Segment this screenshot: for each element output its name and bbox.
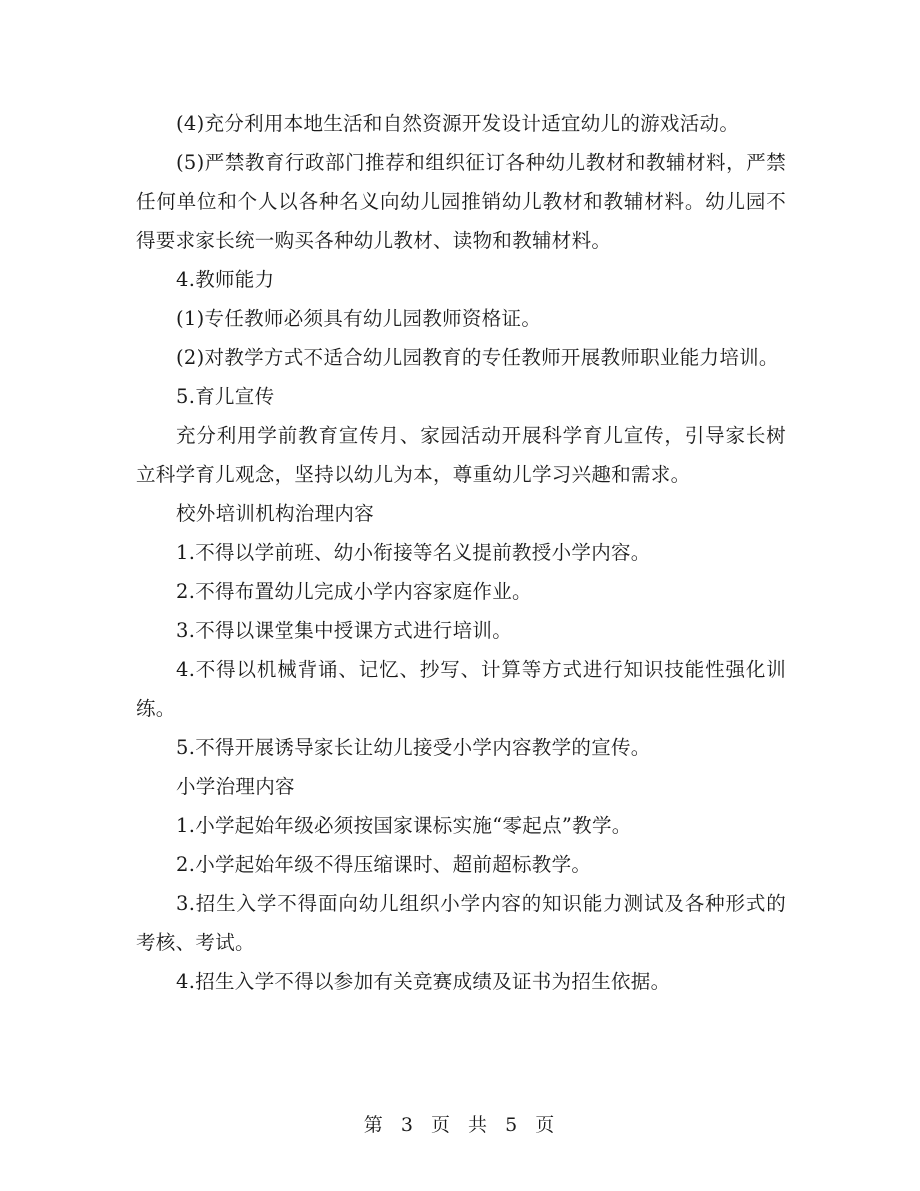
- list-item: 4.招生入学不得以参加有关竞赛成绩及证书为招生依据。: [176, 970, 671, 993]
- paragraph: 充分利用学前教育宣传月、家园活动开展科学育儿宣传，引导家长树立科学育儿观念，坚持以幼儿为本，尊重幼儿学习兴趣和需求。: [136, 424, 786, 486]
- list-item: 1.不得以学前班、幼小衔接等名义提前教授小学内容。: [176, 541, 651, 564]
- list-item: 5.不得开展诱导家长让幼儿接受小学内容教学的宣传。: [176, 736, 651, 759]
- paragraph: (1)专任教师必须具有幼儿园教师资格证。: [176, 307, 542, 330]
- section-heading: 4.教师能力: [176, 268, 275, 291]
- footer-current-page: 3: [400, 1114, 415, 1136]
- paragraph: (2)对教学方式不适合幼儿园教育的专任教师开展教师职业能力培训。: [176, 346, 779, 369]
- footer-total-pages: 5: [505, 1114, 520, 1136]
- list-item: 2.不得布置幼儿完成小学内容家庭作业。: [176, 580, 532, 603]
- footer-label-total-unit: 页: [535, 1114, 557, 1136]
- page-footer: [0, 1110, 920, 1137]
- section-heading: 校外培训机构治理内容: [176, 502, 375, 525]
- footer-label-total: 共: [468, 1114, 490, 1136]
- footer-label-page: 第: [363, 1114, 385, 1136]
- list-item: 4.不得以机械背诵、记忆、抄写、计算等方式进行知识技能性强化训练。: [136, 658, 786, 720]
- paragraph: (4)充分利用本地生活和自然资源开发设计适宜幼儿的游戏活动。: [176, 112, 740, 135]
- document-body: [136, 104, 786, 1001]
- list-item: 1.小学起始年级必须按国家课标实施“零起点”教学。: [176, 814, 632, 837]
- list-item: 3.招生入学不得面向幼儿组织小学内容的知识能力测试及各种形式的考核、考试。: [136, 892, 786, 954]
- section-heading: 5.育儿宣传: [176, 385, 275, 408]
- section-heading: 小学治理内容: [176, 775, 295, 798]
- paragraph: (5)严禁教育行政部门推荐和组织征订各种幼儿教材和教辅材料，严禁任何单位和个人以各种名义向幼儿园推销幼儿教材和教辅材料。幼儿园不得要求家长统一购买各种幼儿教材、读物和教辅材料。: [136, 151, 786, 252]
- list-item: 2.小学起始年级不得压缩课时、超前超标教学。: [176, 853, 592, 876]
- footer-label-page-unit: 页: [430, 1114, 452, 1136]
- list-item: 3.不得以课堂集中授课方式进行培训。: [176, 619, 513, 642]
